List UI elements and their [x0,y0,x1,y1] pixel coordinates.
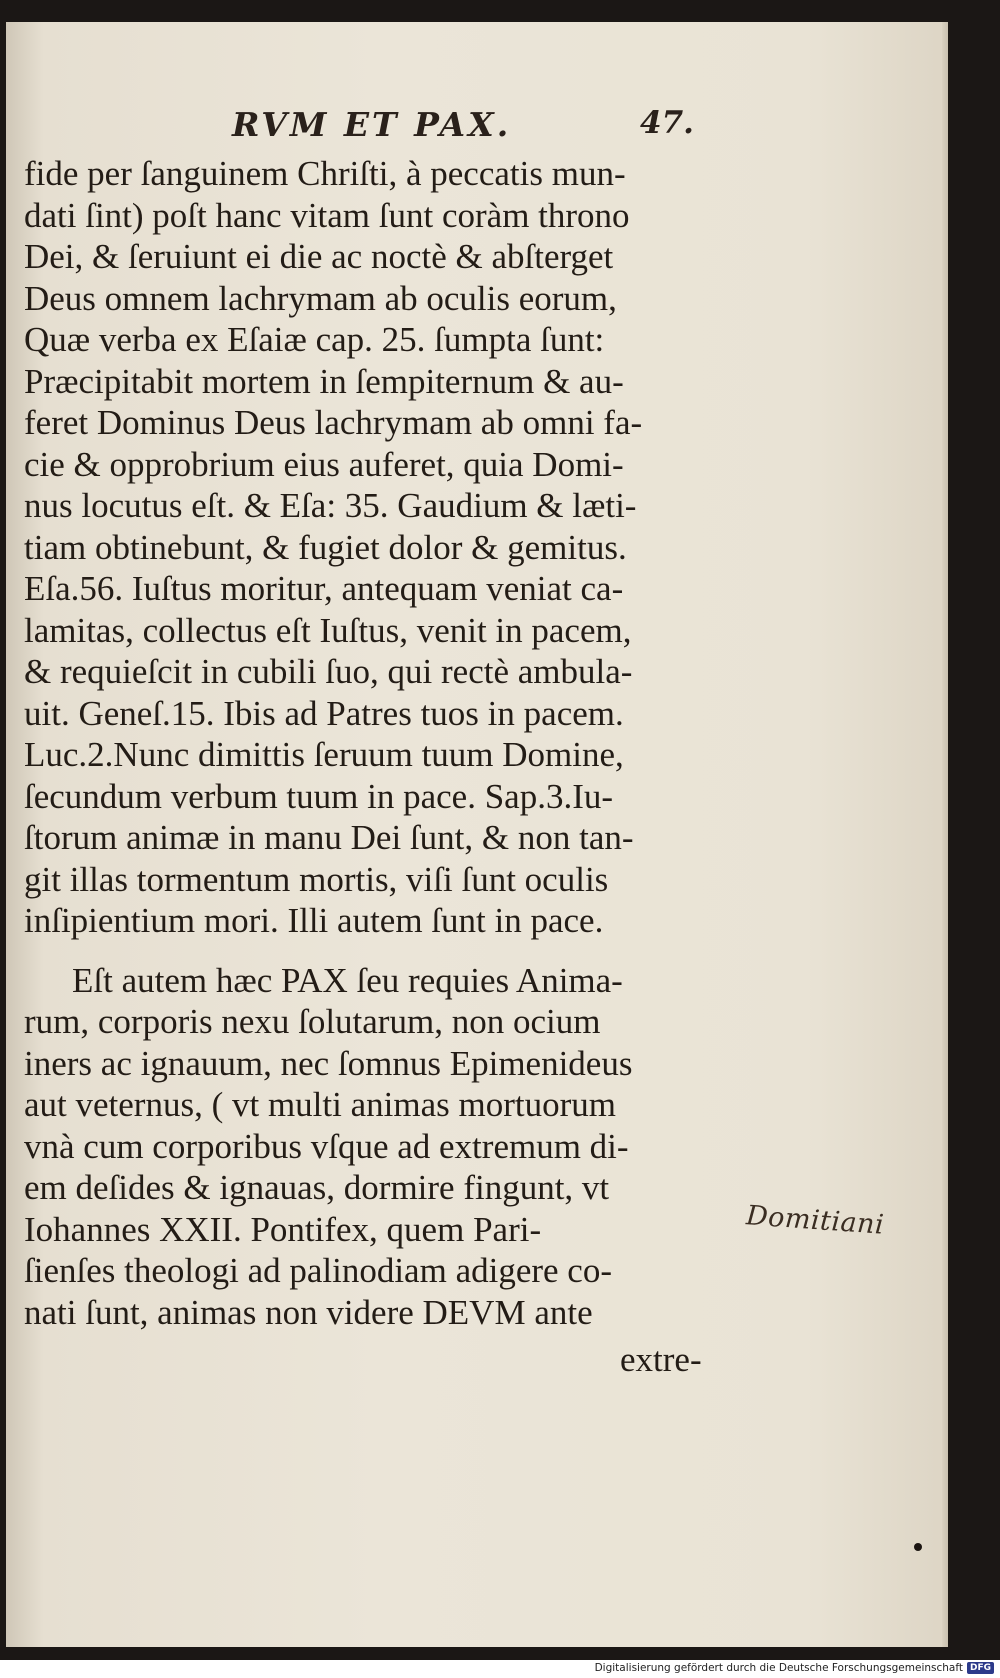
text-line: Quæ verba ex Eſaiæ cap. 25. ſumpta ſunt: [24,320,605,359]
text-line: & requieſcit in cubili ſuo, qui rectè ambula- [24,652,633,691]
text-line: feret Dominus Deus lachrymam ab omni fa- [24,403,643,442]
text-line: Præcipitabit mortem in ſempiternum & au- [24,361,624,401]
dfg-logo-icon: DFG [967,1662,994,1674]
page-number: 47. [640,105,694,141]
text-line: Dei, & ſeruiunt ei die ac noctè & abſterget [24,237,614,276]
footer-credit: Digitalisierung gefördert durch die Deutsche Forschungsgemeinschaft [594,1662,963,1674]
text-line: git illas tormentum mortis, viſi ſunt oculis [24,859,609,899]
text-line: nati ſunt, animas non videre DEVM ante [24,1292,593,1332]
text-line: aut veternus, ( vt multi animas mortuorum [24,1085,616,1124]
text-line: lamitas, collectus eſt Iuſtus, venit in pacem, [24,610,632,650]
text-line: ſecundum verbum tuum in pace. Sap.3.Iu- [24,776,614,816]
digitization-footer [595,1662,994,1674]
paragraph-2 [24,960,716,1334]
text-line: uit. Geneſ.15. Ibis ad Patres tuos in pacem. [24,693,624,733]
text-line: inſipientium mori. Illi autem ſunt in pace. [24,901,604,940]
text-line: rum, corporis nexu ſolutarum, non ocium [24,1002,601,1041]
paragraph-1 [24,153,716,942]
text-line: nus locutus eſt. & Eſa: 35. Gaudium & læti- [24,486,637,525]
text-line: Luc.2.Nunc dimittis ſeruum tuum Domine, [24,735,624,774]
text-line: Iohannes XXII. Pontifex, quem Pari- [24,1209,542,1249]
running-head: RVM ET PAX. [232,105,512,144]
text-line: iners ac ignauum, nec ſomnus Epimenideus [24,1043,633,1083]
text-line: tiam obtinebunt, & fugiet dolor & gemitus. [24,527,627,567]
text-line: Eſt autem hæc PAX ſeu requies Anima- [72,960,623,1000]
text-line: fide per ſanguinem Chriſti, à peccatis mun- [24,154,626,193]
text-line: Deus omnem lachrymam ab oculis eorum, [24,278,617,318]
text-line: ſienſes theologi ad palinodiam adigere co- [24,1251,612,1290]
catchword: extre- [620,1340,702,1379]
page-edge [942,22,948,1647]
text-line: cie & opprobrium eius auferet, quia Domi- [24,444,624,484]
text-line: Eſa.56. Iuſtus moritur, antequam veniat ca- [24,569,624,608]
ink-dot [914,1543,922,1551]
text-line: dati ſint) poſt hanc vitam ſunt coràm throno [24,195,630,235]
body-text [24,153,716,1333]
text-line: ſtorum animæ in manu Dei ſunt, & non tan- [24,818,634,857]
text-line: vnà cum corporibus vſque ad extremum di- [24,1126,629,1166]
text-line: em deſides & ignauas, dormire fingunt, vt [24,1168,610,1207]
marginal-note: Domitiani [745,1200,886,1241]
